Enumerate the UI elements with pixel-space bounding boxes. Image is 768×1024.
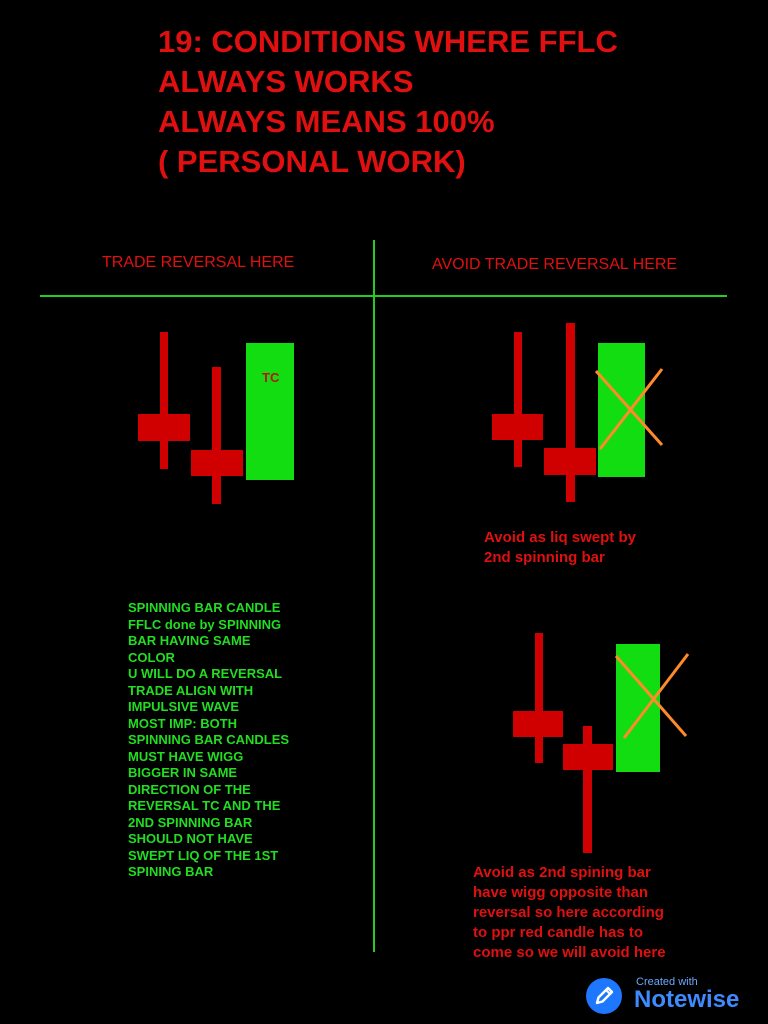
rule-line: SPINING BAR — [128, 864, 214, 879]
title-line: ALWAYS WORKS — [158, 64, 414, 99]
note-line: to ppr red candle has to — [473, 924, 644, 941]
rule-line: DIRECTION OF THE — [128, 781, 251, 797]
rule-line: U WILL DO A REVERSAL — [128, 666, 283, 681]
note-line: have wigg opposite than — [473, 884, 649, 901]
rule-line: SPINNING BAR CANDLES — [128, 732, 290, 747]
rule-line: 2ND SPINNING BAR — [128, 814, 253, 830]
rule-line: BAR HAVING SAME — [128, 633, 251, 648]
candle-1-wick — [535, 633, 543, 763]
rule-line: COLOR — [128, 649, 175, 665]
candle-2-body — [563, 744, 613, 770]
note-line: Avoid as 2nd spining bar — [473, 864, 651, 881]
title-line: ( PERSONAL WORK) — [158, 144, 466, 179]
note-line: reversal so here according — [473, 904, 664, 921]
rule-line: SHOULD NOT HAVE — [128, 831, 253, 846]
rule-line: BIGGER IN SAME — [128, 765, 238, 780]
title-line: 19: CONDITIONS WHERE FFLC — [158, 24, 618, 59]
badge-brand: Notewise — [634, 986, 740, 1013]
notewise-badge — [586, 976, 756, 1016]
pencil-icon — [586, 978, 622, 1014]
note-line: Avoid as liq swept by — [484, 529, 636, 546]
rule-line: SPINNING BAR CANDLE — [128, 600, 281, 615]
rules-note — [128, 600, 289, 881]
rule-line: MUST HAVE WIGG — [128, 748, 244, 764]
header-avoid-reversal: AVOID TRADE REVERSAL HERE — [432, 256, 678, 273]
cross-mark-icon — [610, 650, 692, 740]
rule-line: REVERSAL TC AND THE — [128, 798, 281, 813]
rule-line: FFLC done by SPINNING — [128, 616, 282, 632]
note-avoid-wigg-opposite — [473, 863, 666, 963]
note-line: come so we will avoid here — [473, 944, 666, 961]
candle-1-body — [513, 711, 563, 737]
note-line: 2nd spinning bar — [484, 549, 605, 566]
rule-line: SWEPT LIQ OF THE 1ST — [128, 847, 279, 863]
rule-line: TRADE ALIGN WITH — [128, 682, 254, 698]
rule-line: IMPULSIVE WAVE — [128, 699, 239, 714]
rule-line: MOST IMP: BOTH — [128, 715, 238, 731]
badge-caption: Created with — [636, 976, 698, 988]
title-line: ALWAYS MEANS 100% — [158, 104, 495, 139]
tc-label: TC — [262, 370, 280, 385]
header-trade-reversal: TRADE REVERSAL HERE — [102, 254, 295, 271]
